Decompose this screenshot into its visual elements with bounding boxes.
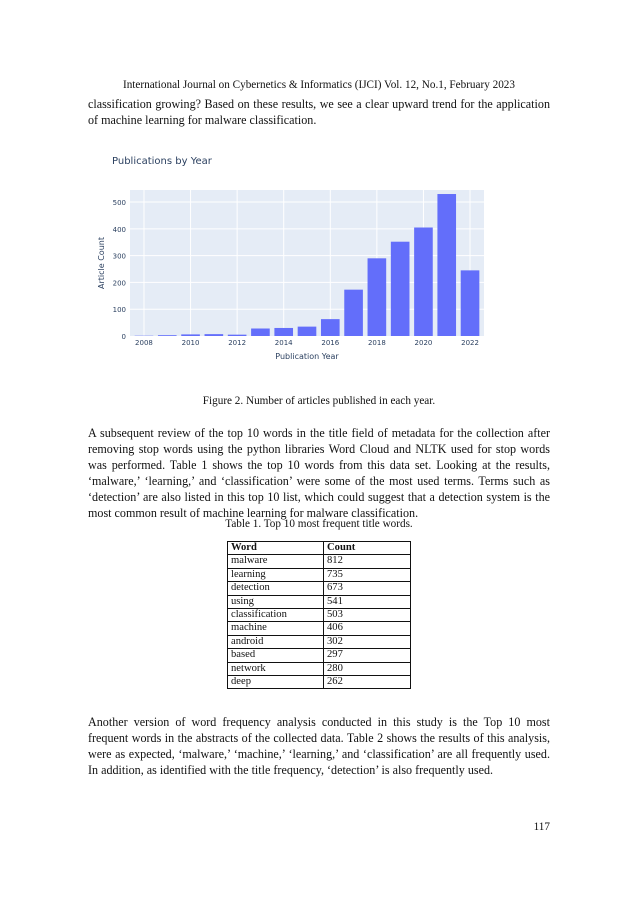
table-header-row <box>228 542 411 555</box>
count-cell: 673 <box>324 582 411 595</box>
journal-header: International Journal on Cybernetics & Informatics (IJCI) Vol. 12, No.1, February 2023 <box>122 79 515 91</box>
table-row <box>228 595 411 608</box>
y-tick-label: 300 <box>112 252 126 261</box>
bar <box>368 258 387 336</box>
table-row <box>228 582 411 595</box>
table-row <box>228 662 411 675</box>
table-row <box>228 609 411 622</box>
count-cell: 541 <box>324 595 411 608</box>
publications-chart <box>92 150 516 366</box>
count-cell: 262 <box>324 676 411 689</box>
bar <box>274 328 293 336</box>
y-tick-label: 100 <box>112 306 126 315</box>
chart-svg <box>92 150 516 366</box>
bar <box>437 194 456 336</box>
x-tick-label: 2018 <box>367 339 386 347</box>
figure-caption: Figure 2. Number of articles published in each year. <box>202 395 436 407</box>
word-cell: classification <box>228 609 324 622</box>
bar <box>298 327 317 336</box>
y-tick-label: 500 <box>112 199 126 208</box>
y-tick-label: 0 <box>121 333 126 341</box>
x-tick-label: 2012 <box>228 339 247 347</box>
count-cell: 302 <box>324 635 411 648</box>
count-cell: 297 <box>324 649 411 662</box>
word-cell: based <box>228 649 324 662</box>
bar <box>158 335 177 336</box>
y-tick-label: 400 <box>112 225 126 234</box>
paragraph-intro: classification growing? Based on these results, we see a clear upward trend for the application of machine learning for malware classification. <box>88 97 550 127</box>
word-cell: detection <box>228 582 324 595</box>
chart-title: Publications by Year <box>112 156 212 167</box>
table-row <box>228 676 411 689</box>
table-row <box>228 649 411 662</box>
count-cell: 812 <box>324 555 411 568</box>
bar <box>228 335 247 336</box>
page-number: 117 <box>533 821 550 833</box>
count-cell: 735 <box>324 568 411 581</box>
header-count: Count <box>324 542 411 555</box>
word-cell: malware <box>228 555 324 568</box>
word-cell: learning <box>228 568 324 581</box>
x-tick-label: 2014 <box>274 339 293 347</box>
table-row <box>228 622 411 635</box>
x-tick-label: 2010 <box>181 339 200 347</box>
word-cell: android <box>228 635 324 648</box>
bar <box>414 228 433 336</box>
table-row <box>228 555 411 568</box>
y-axis-label: Article Count <box>97 237 106 289</box>
x-tick-label: 2020 <box>414 339 433 347</box>
word-cell: deep <box>228 676 324 689</box>
bar <box>205 334 224 336</box>
count-cell: 503 <box>324 609 411 622</box>
bar <box>251 328 270 336</box>
count-cell: 406 <box>324 622 411 635</box>
y-tick-label: 200 <box>112 279 126 288</box>
x-axis-label: Publication Year <box>275 352 339 361</box>
bar <box>344 290 363 336</box>
bar <box>391 242 410 336</box>
word-cell: network <box>228 662 324 675</box>
word-cell: using <box>228 595 324 608</box>
bar <box>461 270 480 336</box>
x-tick-label: 2022 <box>461 339 479 347</box>
x-tick-label: 2016 <box>321 339 340 347</box>
bar <box>181 334 200 336</box>
x-tick-label: 2008 <box>135 339 153 347</box>
table-row <box>228 635 411 648</box>
paragraph-title-words: A subsequent review of the top 10 words in the title field of metadata for the collection after removing stop words using the python libraries Word Cloud and NLTK used for stop words was performed. Table 1 shows the top 10 words from this data set. Looking at the results, ‘malware,’ ‘learning,’ and ‘classification’ were some of the most used terms. Terms such as ‘detection’ are also listed in this top 10 list, which could suggest that a detection system is the most common result of machine learning for malware classification. <box>88 426 550 520</box>
count-cell: 280 <box>324 662 411 675</box>
title-words-table <box>227 541 411 689</box>
paragraph-abstract-words: Another version of word frequency analysis conducted in this study is the Top 10 most frequent words in the abstracts of the collected data. Table 2 shows the results of this analysis, were as expected, ‘malware,’ ‘machine,’ ‘learning,’ and ‘classification’ are all frequently used. In addition, as identified with the title frequency, ‘detection’ is also frequently used. <box>88 715 550 777</box>
header-word: Word <box>228 542 324 555</box>
word-cell: machine <box>228 622 324 635</box>
bar <box>321 319 340 336</box>
table-row <box>228 568 411 581</box>
table-caption: Table 1. Top 10 most frequent title words. <box>225 518 413 530</box>
